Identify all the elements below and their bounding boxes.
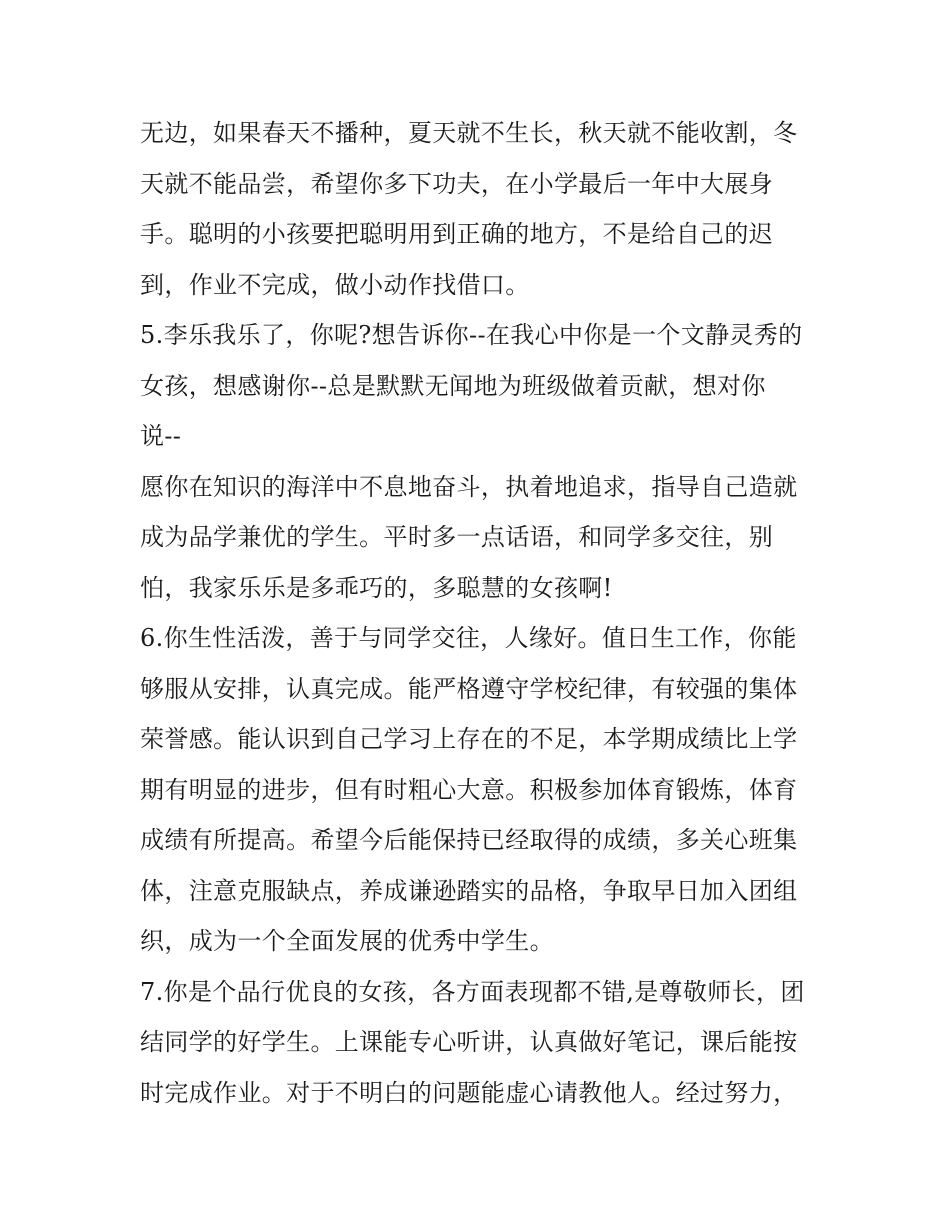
text-line: 天就不能品尝，希望你多下功夫，在小学最后一年中大展身 [140, 169, 774, 198]
text-line: 荣誉感。能认识到自己学习上存在的不足，本学期成绩比上学 [140, 725, 798, 753]
text-line: 结同学的好学生。上课能专心听讲，认真做好笔记，课后能按 [140, 1028, 798, 1056]
text-line: 女孩，想感谢你--总是默默无闻地为班级做着贡献，想对你 [140, 371, 766, 400]
text-line: 怕，我家乐乐是多乖巧的，多聪慧的女孩啊! [140, 573, 613, 602]
text-line: 5.李乐我乐了，你呢?想告诉你--在我心中你是一个文静灵秀的 [140, 321, 803, 349]
text-line: 手。聪明的小孩要把聪明用到正确的地方，不是给自己的迟 [140, 220, 774, 248]
text-line: 无边，如果春天不播种，夏天就不生长，秋天就不能收割，冬 [140, 119, 798, 147]
text-line: 7.你是个品行优良的女孩，各方面表现都不错,是尊敬师长，团 [140, 977, 805, 1006]
text-line: 6.你生性活泼，善于与同学交往，人缘好。值日生工作，你能 [140, 624, 797, 652]
text-line: 愿你在知识的海洋中不息地奋斗，执着地追求，指导自己造就 [140, 472, 798, 501]
document-body [140, 108, 820, 1118]
text-line: 体，注意克服缺点，养成谦逊踏实的品格，争取早日加入团组 [140, 876, 798, 905]
text-line: 说-- [140, 422, 182, 450]
text-line: 成为品学兼优的学生。平时多一点话语，和同学多交往，别 [140, 523, 774, 551]
text-line: 时完成作业。对于不明白的问题能虚心请教他人。经过努力， [140, 1078, 798, 1107]
text-line: 够服从安排，认真完成。能严格遵守学校纪律，有较强的集体 [140, 674, 798, 703]
text-line: 成绩有所提高。希望今后能保持已经取得的成绩，多关心班集 [140, 826, 798, 854]
text-line: 期有明显的进步，但有时粗心大意。积极参加体育锻炼，体育 [140, 775, 798, 804]
text-line: 到，作业不完成，做小动作找借口。 [140, 270, 530, 299]
text-line: 织，成为一个全面发展的优秀中学生。 [140, 927, 554, 955]
